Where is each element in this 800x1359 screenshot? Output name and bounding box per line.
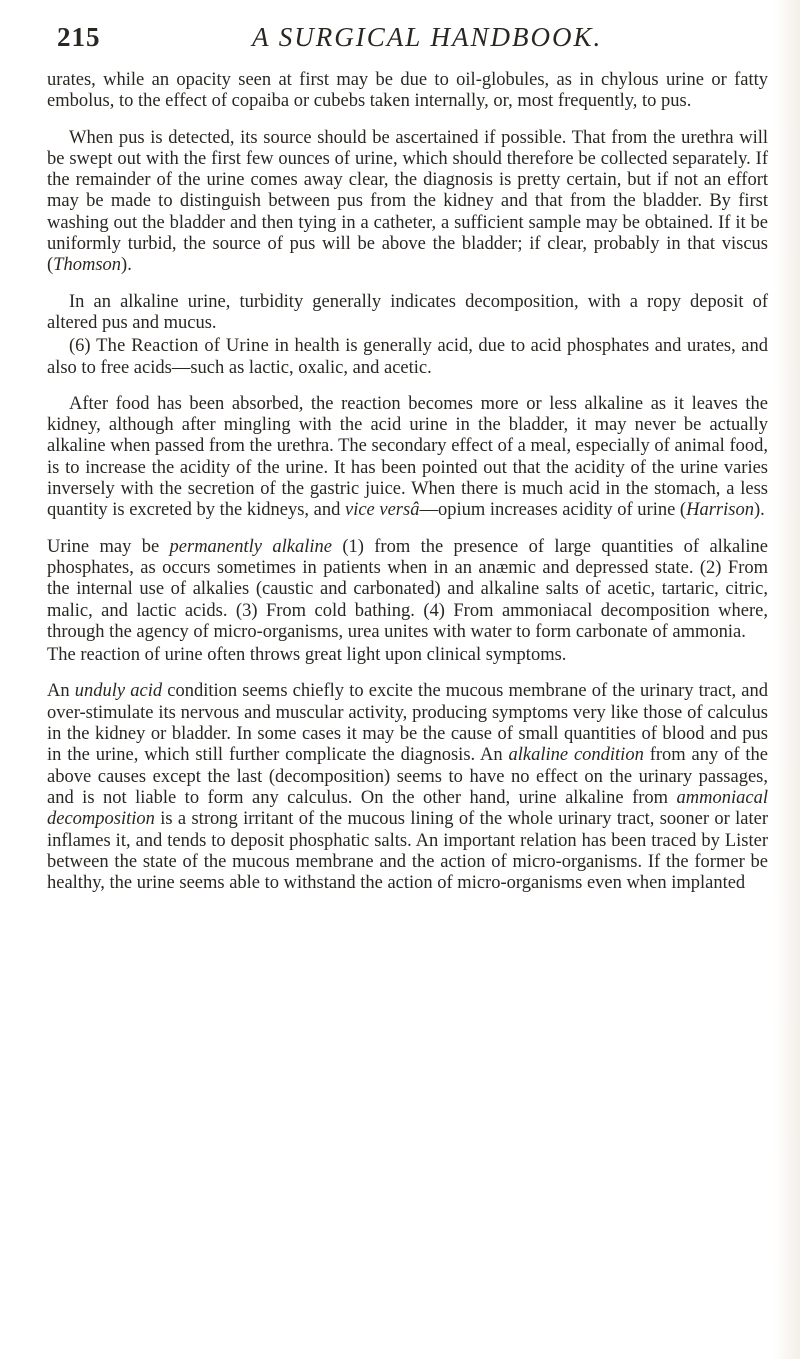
page-edge-shadow: [774, 0, 800, 1359]
citation-thomson: Thomson: [53, 255, 122, 276]
paragraph-text: (1) from the presence of large quantities of alkaline phosphates, as occurs sometimes in patients when in an anæmic and depressed state. (2) From the internal use of alkalies (caustic and carbonated) and alkaline salts of acetic, tartaric, citric, malic, and lactic acids. (3) From cold bathing. (4) From ammoniacal decomposition where, through the agency of micro-organisms, urea unites with water to form carbonate of ammonia.: [47, 536, 768, 642]
phrase-vice-versa: vice versâ: [344, 500, 420, 521]
paragraph-text: In an alkaline urine, turbidity generally indicates decomposition, with a ropy deposit of altered pus and mucus.: [47, 291, 768, 333]
paragraph-text: Urine may be: [47, 536, 170, 557]
term-unduly-acid: unduly acid: [74, 681, 163, 702]
section-number: (6): [69, 336, 91, 357]
citation-harrison: Harrison: [686, 500, 754, 521]
section-title: The Reaction of Urine: [96, 336, 269, 357]
paragraph-acid-condition: [47, 681, 768, 894]
paragraph-text: After food has been absorbed, the reaction becomes more or less alkaline as it leaves the kidney, although after mingling with the acid urine in the bladder, it may never be actually alkaline when passed from the urethra. The secondary effect of a meal, especially of animal food, is to increase the acidity of the urine. It has been pointed out that the acidity of the urine varies inversely with the secretion of the gastric juice. When there is much acid in the stomach, a less quantity is excreted by the kidneys, and: [47, 393, 768, 521]
paragraph-opacity-causes: [47, 70, 768, 113]
paragraph-permanently-alkaline: [47, 537, 768, 643]
paragraph-text: in health is generally acid, due to acid phosphates and urates, and also to free acids—such as lactic, oxalic, and acetic.: [47, 336, 769, 378]
paragraph-text: An: [47, 681, 75, 702]
paragraph-text: The reaction of urine often throws great light upon clinical symptoms.: [47, 645, 567, 666]
paragraph-text: —opium increases acidity of urine (: [419, 500, 687, 521]
term-alkaline-condition: alkaline condition: [508, 745, 644, 766]
paragraph-text: When pus is detected, its source should be ascertained if possible. That from the urethra will be swept out with the first few ounces of urine, which should therefore be collected separately. If the remainder of the urine comes away clear, the diagnosis is pretty certain, but if not an effort may be made to distinguish between pus from the kidney and that from the bladder. By first washing out the bladder and then tying in a catheter, a sufficient sample may be obtained. If it be uniformly turbid, the source of pus will be above the bladder; if clear, probably in that viscus (: [47, 127, 768, 276]
paragraph-text: ).: [121, 255, 132, 276]
running-head: [47, 20, 768, 60]
paragraph-reaction-of-urine: [47, 336, 768, 379]
page-number: 215: [57, 22, 101, 52]
paragraph-text: ).: [753, 500, 765, 521]
term-permanently-alkaline: permanently alkaline: [169, 536, 332, 557]
term-ammoniacal-decomposition: ammoniacal decomposition: [47, 787, 768, 830]
paragraph-text: urates, while an opacity seen at first may be due to oil-globules, as in chylous urine or fatty embolus, to the effect of copaiba or cubebs taken internally, or, most frequently, to pus.: [47, 70, 768, 112]
paragraph-text: from any of the above causes except the last (decomposition) seems to have no effect on the urinary passages, and is not liable to form any calculus. On the other hand, urine alkaline from: [47, 745, 768, 808]
body-text: [47, 70, 768, 894]
paragraph-pus-source: [47, 128, 768, 277]
paragraph-text: condition seems chiefly to excite the mucous membrane of the urinary tract, and over-stimulate its nervous and muscular activity, producing symptoms very like those of calculus in the kidney or bladder. In some cases it may be the cause of small quantities of blood and pus in the urine, which still further complicate the diagnosis. An: [47, 681, 768, 766]
paragraph-after-food: [47, 394, 768, 522]
paragraph-text: is a strong irritant of the mucous lining of the whole urinary tract, sooner or later inflames it, and tends to deposit phosphatic salts. An important relation has been traced by Lister between the state of the mucous membrane and the action of micro-organisms. If the former be healthy, the urine seems able to withstand the action of micro-organisms even when implanted: [47, 809, 768, 894]
paragraph-alkaline-turbidity: [47, 292, 768, 335]
paragraph-clinical-symptoms: [47, 645, 768, 666]
book-title: A SURGICAL HANDBOOK.: [252, 22, 603, 52]
